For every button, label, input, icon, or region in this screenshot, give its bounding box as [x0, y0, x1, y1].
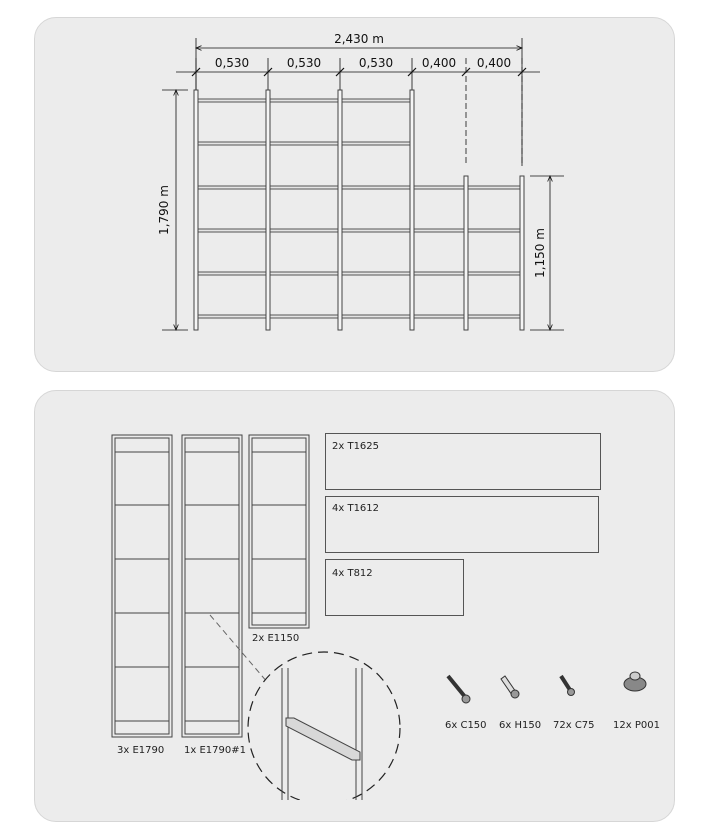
upright-e1150-label: 2x E1150 [252, 633, 300, 644]
hardware-p001-label: 12x P001 [613, 720, 660, 731]
upright-frame-e1790 [112, 435, 172, 737]
leveling-foot-icon [624, 672, 646, 691]
total-width-label: 2,430 m [334, 32, 384, 46]
upright-e1790-label: 3x E1790 [117, 745, 165, 756]
bay-5-width: 0,400 [476, 56, 512, 70]
short-height-label: 1,150 m [533, 228, 547, 278]
hardware-c150-label: 6x C150 [445, 720, 487, 731]
upright-frame-e1790-1 [182, 435, 242, 737]
bay-2-width: 0,530 [286, 56, 322, 70]
wall-plug-icon [501, 676, 519, 698]
shelf-t1612-label: 4x T1612 [332, 503, 380, 514]
shelf-t1625-label: 2x T1625 [332, 441, 380, 452]
bay-3-width: 0,530 [358, 56, 394, 70]
screw-icon [448, 676, 470, 703]
tall-height-label: 1,790 m [157, 185, 171, 235]
hardware-h150-label: 6x H150 [499, 720, 542, 731]
bay-4-width: 0,400 [421, 56, 457, 70]
shelf-t812-label: 4x T812 [332, 568, 373, 579]
upright-frame-e1150 [249, 435, 309, 628]
small-screw-icon [561, 676, 575, 696]
bay-1-width: 0,530 [214, 56, 250, 70]
hardware-c75-label: 72x C75 [553, 720, 595, 731]
upright-e1790-1-label: 1x E1790#1 [184, 745, 246, 756]
